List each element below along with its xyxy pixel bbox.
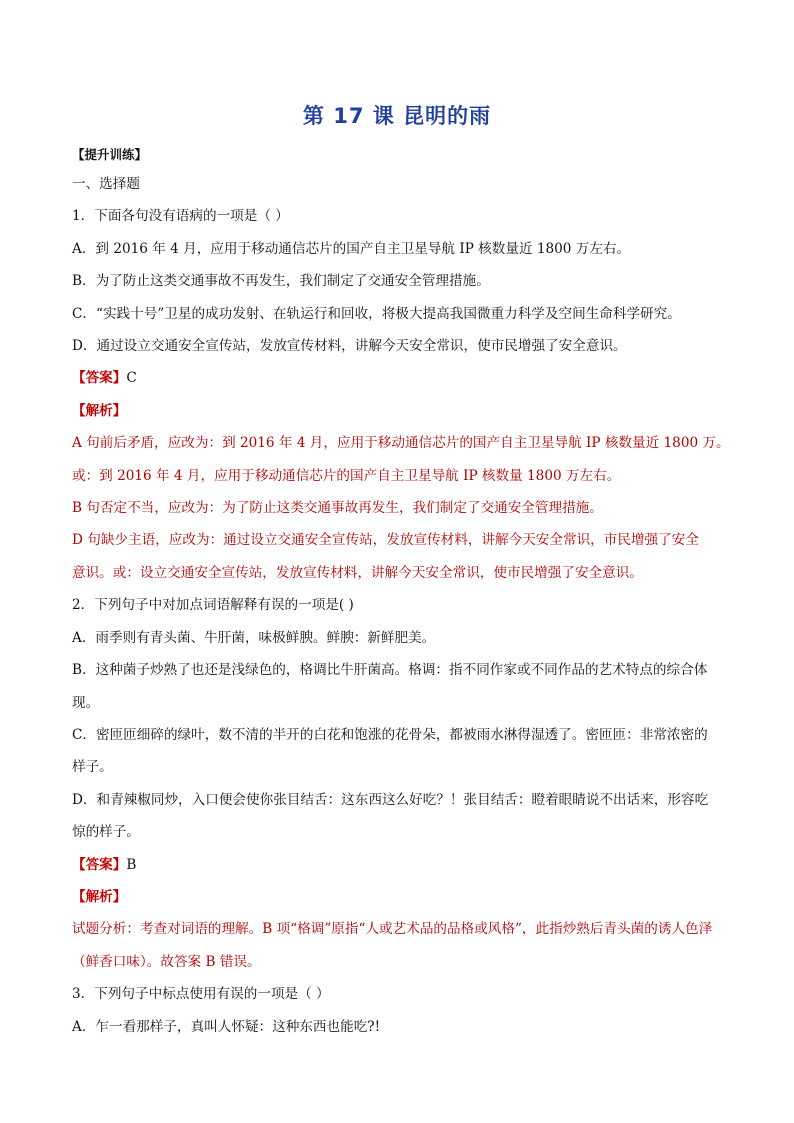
question-1-analysis-line: A 句前后矛盾，应改为：到 2016 年 4 月，应用于移动通信芯片的国产自主卫星导航 IP 核数量近 1800 万。 (72, 435, 730, 452)
question-1-analysis-line: D 句缺少主语，应改为：通过设立交通安全宣传站，发放宣传材料，讲解今天安全常识，市民增强了安全 (72, 532, 699, 549)
question-3-option-a: A．乍一看那样子，真叫人怀疑：这种东西也能吃?! (72, 1018, 381, 1035)
question-2-analysis-label (72, 881, 722, 913)
question-1-analysis-line: 或：到 2016 年 4 月，应用于移动通信芯片的国产自主卫星导航 IP 核数量 1800 万左右。 (72, 467, 621, 484)
question-2-option-a: A．雨季则有青头菌、牛肝菌，味极鲜腴。鲜腴：新鲜肥美。 (72, 629, 436, 646)
analysis-label: 【解析】 (72, 402, 127, 419)
question-1-answer (72, 362, 722, 394)
question-1-option-b: B．为了防止这类交通事故不再发生，我们制定了交通安全管理措施。 (72, 273, 490, 290)
question-3-stem: 3．下列句子中标点使用有误的一项是（ ） (72, 986, 330, 1003)
question-2-option-d-cont: 惊的样子。 (72, 824, 140, 841)
question-2-option-c-cont: 样子。 (72, 759, 113, 776)
question-1-option-c: C．“实践十号”卫星的成功发射、在轨运行和回收，将极大提高我国微重力科学及空间生命科学研究。 (72, 305, 681, 322)
section-label: 【提升训练】 (72, 147, 148, 162)
answer-label: 【答案】 (72, 370, 127, 387)
question-2-analysis-line: （鲜香口味）。故答案 B 错误。 (72, 953, 261, 970)
question-2-answer (72, 849, 722, 881)
answer-value: C (126, 370, 137, 387)
question-2-option-b-cont: 现。 (72, 694, 100, 711)
question-1-option-d: D．通过设立交通安全宣传站，发放宣传材料，讲解今天安全常识，使市民增强了安全意识。 (72, 338, 627, 355)
question-2-analysis-line: 试题分析：考查对词语的理解。B 项“格调”原指“人或艺术品的品格或风格”，此指炒熟后青头菌的诱人色泽 (72, 921, 713, 938)
answer-label: 【答案】 (72, 856, 127, 873)
section-heading: 一、选择题 (72, 176, 140, 192)
question-2-option-c: C．密匝匝细碎的绿叶，数不清的半开的白花和饱涨的花骨朵，都被雨水淋得湿透了。密匝匝：非常浓密的 (72, 726, 708, 743)
question-1-analysis-label (72, 395, 722, 427)
question-2-stem: 2．下列句子中对加点词语解释有误的一项是( ) (72, 597, 354, 614)
lesson-title: 第 17 课 昆明的雨 (302, 104, 492, 128)
question-1-analysis-line: B 句否定不当，应改为：为了防止这类交通事故再发生，我们制定了交通安全管理措施。 (72, 500, 603, 517)
question-1-analysis-line: 意识。或：设立交通安全宣传站，发放宣传材料，讲解今天安全常识，使市民增强了安全意识。 (72, 564, 643, 581)
answer-value: B (126, 856, 137, 873)
question-2-option-b: B．这种菌子炒熟了也还是浅绿色的，格调比牛肝菌高。格调：指不同作家或不同作品的艺术特点的综合体 (72, 662, 708, 679)
question-1-stem: 1．下面各句没有语病的一项是（ ） (72, 208, 289, 225)
document-body (72, 145, 730, 1043)
question-2-option-d: D．和青辣椒同炒，入口便会使你张目结舌：这东西这么好吃？！张目结舌：瞪着眼睛说不出话来，形容吃 (72, 791, 709, 808)
analysis-label: 【解析】 (72, 888, 127, 905)
question-1-option-a: A．到 2016 年 4 月，应用于移动通信芯片的国产自主卫星导航 IP 核数量近 1800 万左右。 (72, 240, 631, 257)
